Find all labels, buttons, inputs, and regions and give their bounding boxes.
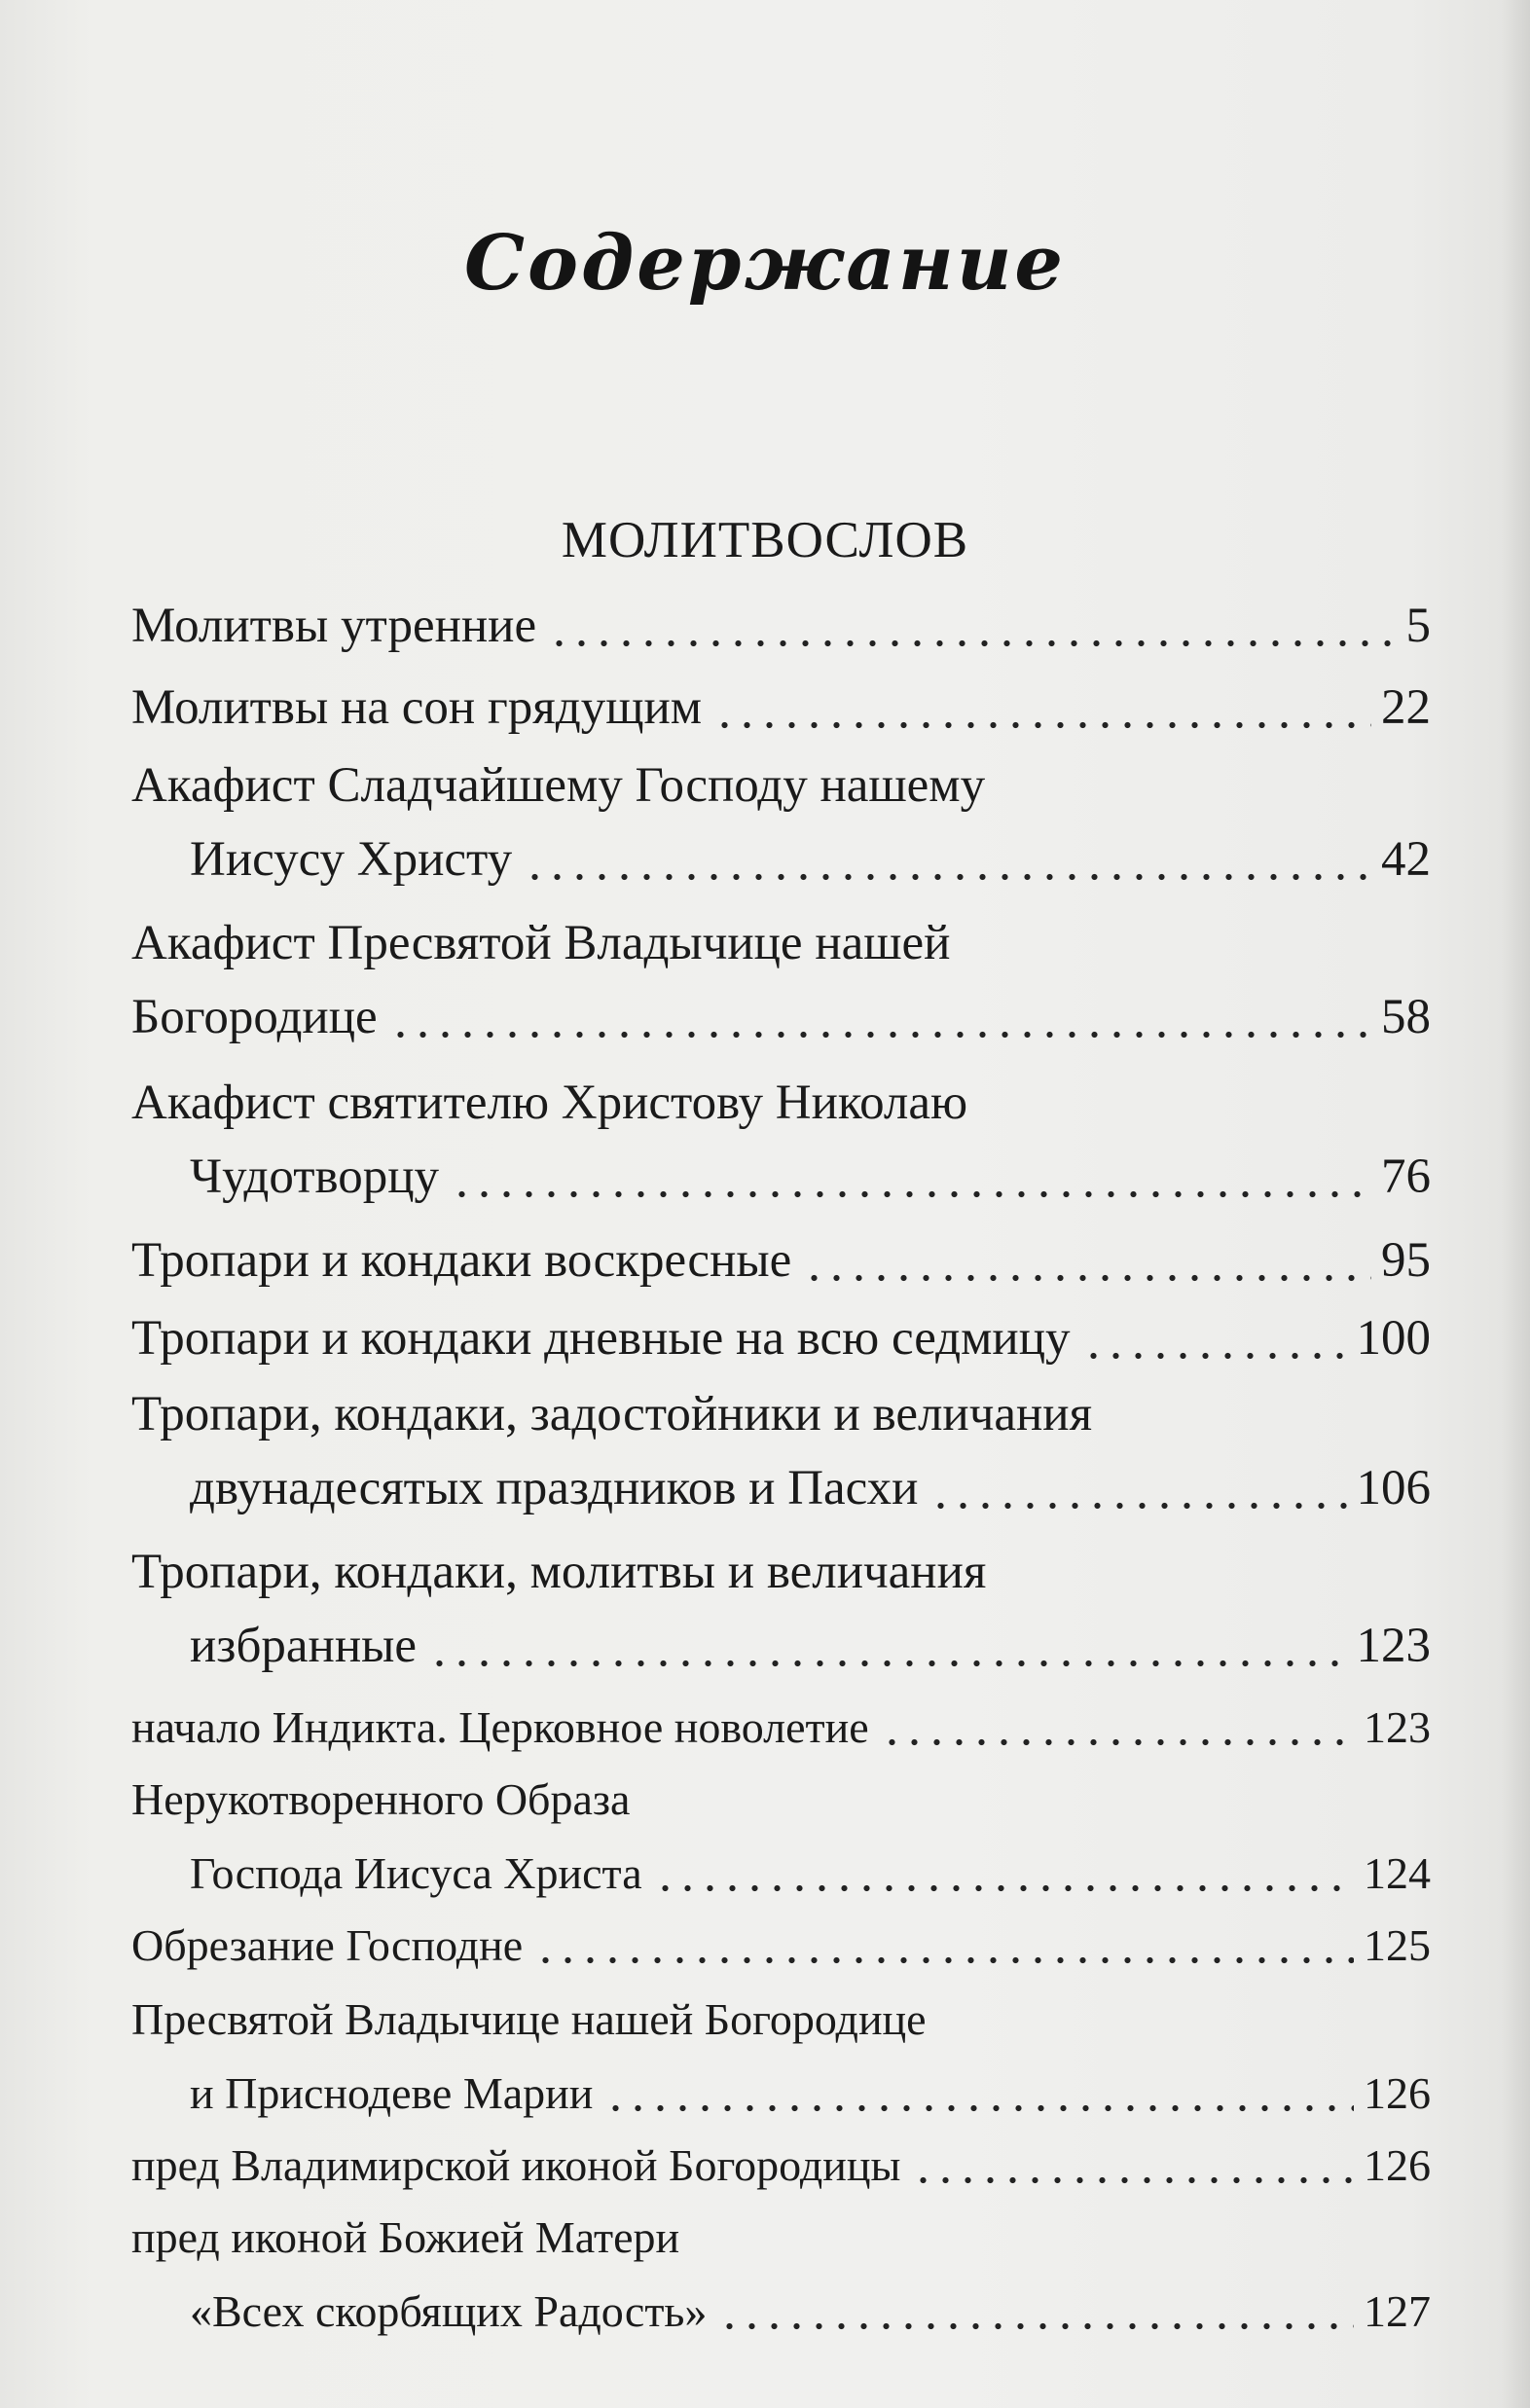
leader-dots <box>803 1274 1371 1282</box>
toc-entry[interactable] <box>131 599 1431 653</box>
toc-page-number: 124 <box>1364 1848 1431 1898</box>
toc-entry-title: Акафист Сладчайшему Господу нашему <box>131 758 986 813</box>
toc-entry-title: Тропари, кондаки, задостойники и величания <box>131 1387 1093 1441</box>
leader-dots <box>534 1956 1354 1964</box>
toc-page-number: 76 <box>1381 1149 1431 1204</box>
toc-page-number: 5 <box>1405 599 1431 653</box>
leader-dots <box>718 2322 1354 2330</box>
toc-entry[interactable] <box>131 1387 1431 1515</box>
leader-dots <box>654 1884 1354 1892</box>
leader-dots <box>428 1660 1346 1667</box>
leader-dots <box>713 721 1371 729</box>
toc-entry-title: Молитвы утренние <box>131 599 537 653</box>
toc-entry-title: Тропари и кондаки дневные на всю седмицу <box>131 1311 1071 1366</box>
toc-page-number: 100 <box>1356 1311 1431 1366</box>
toc-entry-title: Нерукотворенного Образа <box>131 1774 631 1824</box>
toc-entry[interactable] <box>131 1311 1431 1366</box>
toc-entry-title-continued: избранные <box>190 1619 418 1673</box>
toc-entry[interactable] <box>131 2212 1431 2336</box>
leader-dots <box>524 873 1371 881</box>
toc-entry[interactable] <box>131 1545 1431 1673</box>
leader-dots <box>604 2104 1354 2112</box>
toc-entry-title: Тропари, кондаки, молитвы и величания <box>131 1545 987 1599</box>
toc-entry-title: начало Индикта. Церковное новолетие <box>131 1702 869 1752</box>
toc-entry-title: Обрезание Господне <box>131 1920 524 1970</box>
toc-page-number: 58 <box>1381 990 1431 1044</box>
leader-dots <box>548 639 1396 647</box>
toc-entry[interactable] <box>131 758 1431 887</box>
toc-entry-title-continued: двунадесятых праздников и Пасхи <box>190 1461 919 1515</box>
toc-entry-title: Молитвы на сон грядущим <box>131 680 703 735</box>
toc-page-number: 126 <box>1364 2140 1431 2190</box>
toc-entry[interactable] <box>131 916 1431 1044</box>
page-edge-shadow <box>1501 0 1530 2408</box>
leader-dots <box>451 1190 1371 1198</box>
page-title: Содержание <box>463 219 1067 308</box>
toc-page-number: 127 <box>1364 2286 1431 2336</box>
toc-entry[interactable] <box>131 680 1431 735</box>
toc-page-number: 123 <box>1364 1702 1431 1752</box>
toc-entry[interactable] <box>131 1920 1431 1970</box>
toc-page-number: 125 <box>1364 1920 1431 1970</box>
toc-page-number: 126 <box>1364 2068 1431 2118</box>
toc-page-number: 22 <box>1381 680 1431 735</box>
toc-entry-title: Пресвятой Владычице нашей Богородице <box>131 1994 927 2044</box>
toc-entry[interactable] <box>131 1078 1431 1202</box>
toc-entry-title-continued: Чудотворцу <box>190 1149 440 1204</box>
toc-entry-title-continued: Богородице <box>131 990 378 1044</box>
toc-entry-title-continued: Иисусу Христу <box>190 832 513 887</box>
toc-entry[interactable] <box>131 2140 1431 2190</box>
toc-entry[interactable] <box>131 1702 1431 1752</box>
toc-entry[interactable] <box>131 1774 1431 1898</box>
leader-dots <box>389 1031 1371 1039</box>
toc-entry-title-continued: и Приснодеве Марии <box>190 2068 594 2118</box>
toc-entry-title: Акафист Пресвятой Владычице нашей <box>131 916 951 970</box>
toc-page-number: 95 <box>1381 1233 1431 1288</box>
toc-page-number: 106 <box>1356 1461 1431 1515</box>
leader-dots <box>929 1502 1346 1510</box>
leader-dots <box>1082 1352 1347 1360</box>
leader-dots <box>881 1738 1354 1746</box>
toc-entry-title: пред Владимирской иконой Богородицы <box>131 2140 901 2190</box>
section-heading: МОЛИТВОСЛОВ <box>561 512 969 568</box>
leader-dots <box>912 2176 1354 2184</box>
toc-entry-title: Акафист святителю Христову Николаю <box>131 1076 968 1130</box>
toc-entry[interactable] <box>131 1233 1431 1288</box>
toc-entry-title-continued: «Всех скорбящих Радость» <box>190 2286 708 2336</box>
toc-entry[interactable] <box>131 1994 1431 2118</box>
toc-page-number: 42 <box>1381 832 1431 887</box>
toc-entry-title: пред иконой Божией Матери <box>131 2212 680 2262</box>
toc-entry-title-continued: Господа Иисуса Христа <box>190 1848 642 1898</box>
toc-page-number: 123 <box>1356 1619 1431 1673</box>
toc-entry-title: Тропари и кондаки воскресные <box>131 1233 792 1288</box>
